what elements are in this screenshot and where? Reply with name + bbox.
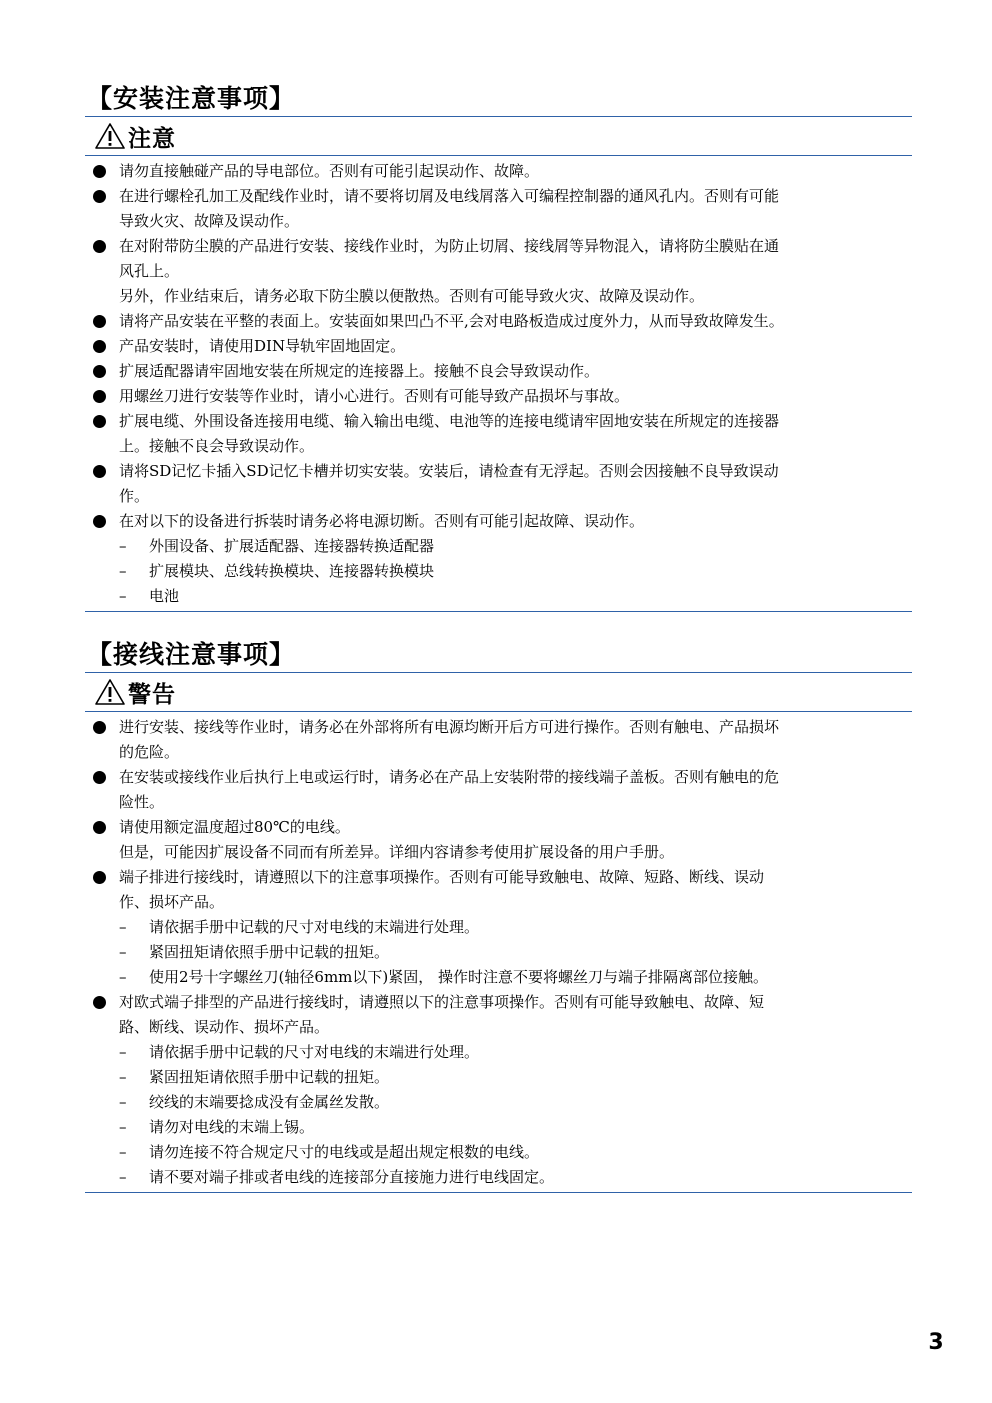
sub-list-item: [119, 915, 912, 940]
item-text-line: 在对附带防尘膜的产品进行安装、接线作业时，为防止切屑、接线屑等异物混入，请将防尘膜贴在通: [119, 237, 780, 255]
page-number: 3: [928, 1330, 944, 1355]
caution-label-text: 注意: [128, 125, 176, 152]
sub-list-item: [119, 534, 912, 559]
bullet-icon: [93, 515, 106, 528]
dash-marker: –: [119, 1168, 127, 1186]
installation-precautions-section: [85, 82, 912, 612]
item-text-line: 扩展适配器请牢固地安装在所规定的连接器上。接触不良会导致误动作。: [119, 362, 600, 380]
sub-list-item: [119, 559, 912, 584]
sub-item-text: 请勿对电线的末端上锡。: [149, 1118, 315, 1136]
dash-marker: –: [119, 943, 127, 961]
warning-label: [85, 673, 912, 712]
dash-marker: –: [119, 968, 127, 986]
bullet-icon: [93, 871, 106, 884]
sub-list-item: [119, 940, 912, 965]
list-item: [85, 384, 912, 409]
warning-triangle-icon: [94, 678, 126, 706]
sub-item-text: 请不要对端子排或者电线的连接部分直接施力进行电线固定。: [149, 1168, 555, 1186]
sub-item-text: 请勿连接不符合规定尺寸的电线或是超出规定根数的电线。: [149, 1143, 540, 1161]
item-text-line: 请勿直接触碰产品的导电部位。否则有可能引起误动作、故障。: [119, 162, 540, 180]
sub-list-item: [119, 1165, 912, 1190]
bullet-icon: [93, 315, 106, 328]
bullet-icon: [93, 821, 106, 834]
section-title: 【安装注意事项】: [85, 82, 912, 117]
item-text-line: 端子排进行接线时，请遵照以下的注意事项操作。否则有可能导致触电、故障、短路、断线、误动: [119, 868, 765, 886]
precaution-list: [85, 712, 912, 1193]
list-item: [85, 359, 912, 384]
sub-item-text: 使用2号十字螺丝刀(轴径6mm以下)紧固， 操作时注意不要将螺丝刀与端子排隔离部位接触。: [149, 968, 769, 986]
dash-marker: –: [119, 1068, 127, 1086]
dash-marker: –: [119, 587, 127, 605]
list-item: [85, 815, 912, 865]
precaution-list: [85, 156, 912, 612]
item-text-line: 险性。: [119, 793, 165, 811]
bullet-icon: [93, 465, 106, 478]
dash-marker: –: [119, 1143, 127, 1161]
list-item: [85, 459, 912, 509]
bullet-icon: [93, 390, 106, 403]
sub-list: [119, 534, 912, 609]
item-text-line: 作。: [119, 487, 150, 505]
dash-marker: –: [119, 1093, 127, 1111]
sub-item-text: 外围设备、扩展适配器、连接器转换适配器: [149, 537, 435, 555]
list-item: [85, 184, 912, 234]
sub-item-text: 绞线的末端要捻成没有金属丝发散。: [149, 1093, 390, 1111]
sub-list: [119, 915, 912, 990]
dash-marker: –: [119, 1118, 127, 1136]
bullet-icon: [93, 165, 106, 178]
item-text-line: 请将SD记忆卡插入SD记忆卡槽并切实安装。安装后，请检查有无浮起。否则会因接触不良导致误动: [119, 462, 779, 480]
sub-list-item: [119, 1040, 912, 1065]
dash-marker: –: [119, 1043, 127, 1061]
item-text-line: 作、损坏产品。: [119, 893, 225, 911]
sub-item-text: 扩展模块、总线转换模块、连接器转换模块: [149, 562, 435, 580]
item-text-line: 请使用额定温度超过80℃的电线。: [119, 818, 350, 836]
item-text-line: 导致火灾、故障及误动作。: [119, 212, 300, 230]
bullet-icon: [93, 240, 106, 253]
dash-marker: –: [119, 537, 127, 555]
sub-list-item: [119, 1065, 912, 1090]
sub-item-text: 请依据手册中记载的尺寸对电线的末端进行处理。: [149, 1043, 480, 1061]
sub-item-text: 请依据手册中记载的尺寸对电线的末端进行处理。: [149, 918, 480, 936]
item-text-line: 请将产品安装在平整的表面上。安装面如果凹凸不平,会对电路板造成过度外力，从而导致故障发生。: [119, 312, 784, 330]
warning-triangle-icon: [94, 122, 126, 150]
sub-list: [119, 1040, 912, 1190]
sub-list-item: [119, 1115, 912, 1140]
sub-list-item: [119, 584, 912, 609]
item-text-line: 在安装或接线作业后执行上电或运行时，请务必在产品上安装附带的接线端子盖板。否则有触电的危: [119, 768, 780, 786]
bullet-icon: [93, 771, 106, 784]
bullet-icon: [93, 721, 106, 734]
sub-item-text: 紧固扭矩请依照手册中记载的扭矩。: [149, 943, 390, 961]
sub-list-item: [119, 1140, 912, 1165]
list-item: [85, 309, 912, 334]
item-text-line: 在进行螺栓孔加工及配线作业时，请不要将切屑及电线屑落入可编程控制器的通风孔内。否则有可能: [119, 187, 780, 205]
item-text-line: 用螺丝刀进行安装等作业时，请小心进行。否则有可能导致产品损坏与事故。: [119, 387, 630, 405]
bullet-icon: [93, 996, 106, 1009]
bullet-icon: [93, 190, 106, 203]
dash-marker: –: [119, 918, 127, 936]
item-text-line: 产品安装时，请使用DIN导轨牢固地固定。: [119, 337, 406, 355]
list-item: [85, 234, 912, 309]
item-text-line: 在对以下的设备进行拆装时请务必将电源切断。否则有可能引起故障、误动作。: [119, 512, 645, 530]
warning-label-text: 警告: [128, 681, 176, 708]
list-item: [85, 865, 912, 990]
list-item: [85, 990, 912, 1190]
sub-item-text: 紧固扭矩请依照手册中记载的扭矩。: [149, 1068, 390, 1086]
list-item: [85, 509, 912, 609]
sub-item-text: 电池: [149, 587, 180, 605]
item-text-line: 上。接触不良会导致误动作。: [119, 437, 315, 455]
list-item: [85, 159, 912, 184]
list-item: [85, 715, 912, 765]
item-text-line: 但是，可能因扩展设备不同而有所差异。详细内容请参考使用扩展设备的用户手册。: [119, 843, 675, 861]
sub-list-item: [119, 1090, 912, 1115]
item-text-line: 的危险。: [119, 743, 180, 761]
wiring-precautions-section: [85, 638, 912, 1193]
section-title: 【接线注意事项】: [85, 638, 912, 673]
bullet-icon: [93, 415, 106, 428]
item-text-line: 对欧式端子排型的产品进行接线时，请遵照以下的注意事项操作。否则有可能导致触电、故障、短: [119, 993, 765, 1011]
caution-label: [85, 117, 912, 156]
list-item: [85, 409, 912, 459]
list-item: [85, 334, 912, 359]
dash-marker: –: [119, 562, 127, 580]
item-text-line: 扩展电缆、外围设备连接用电缆、输入输出电缆、电池等的连接电缆请牢固地安装在所规定的连接器: [119, 412, 780, 430]
item-text-line: 风孔上。: [119, 262, 180, 280]
sub-list-item: [119, 965, 912, 990]
item-text-line: 另外，作业结束后，请务必取下防尘膜以便散热。否则有可能导致火灾、故障及误动作。: [119, 287, 705, 305]
list-item: [85, 765, 912, 815]
item-text-line: 进行安装、接线等作业时，请务必在外部将所有电源均断开后方可进行操作。否则有触电、产品损坏: [119, 718, 780, 736]
item-text-line: 路、断线、误动作、损坏产品。: [119, 1018, 330, 1036]
bullet-icon: [93, 365, 106, 378]
bullet-icon: [93, 340, 106, 353]
